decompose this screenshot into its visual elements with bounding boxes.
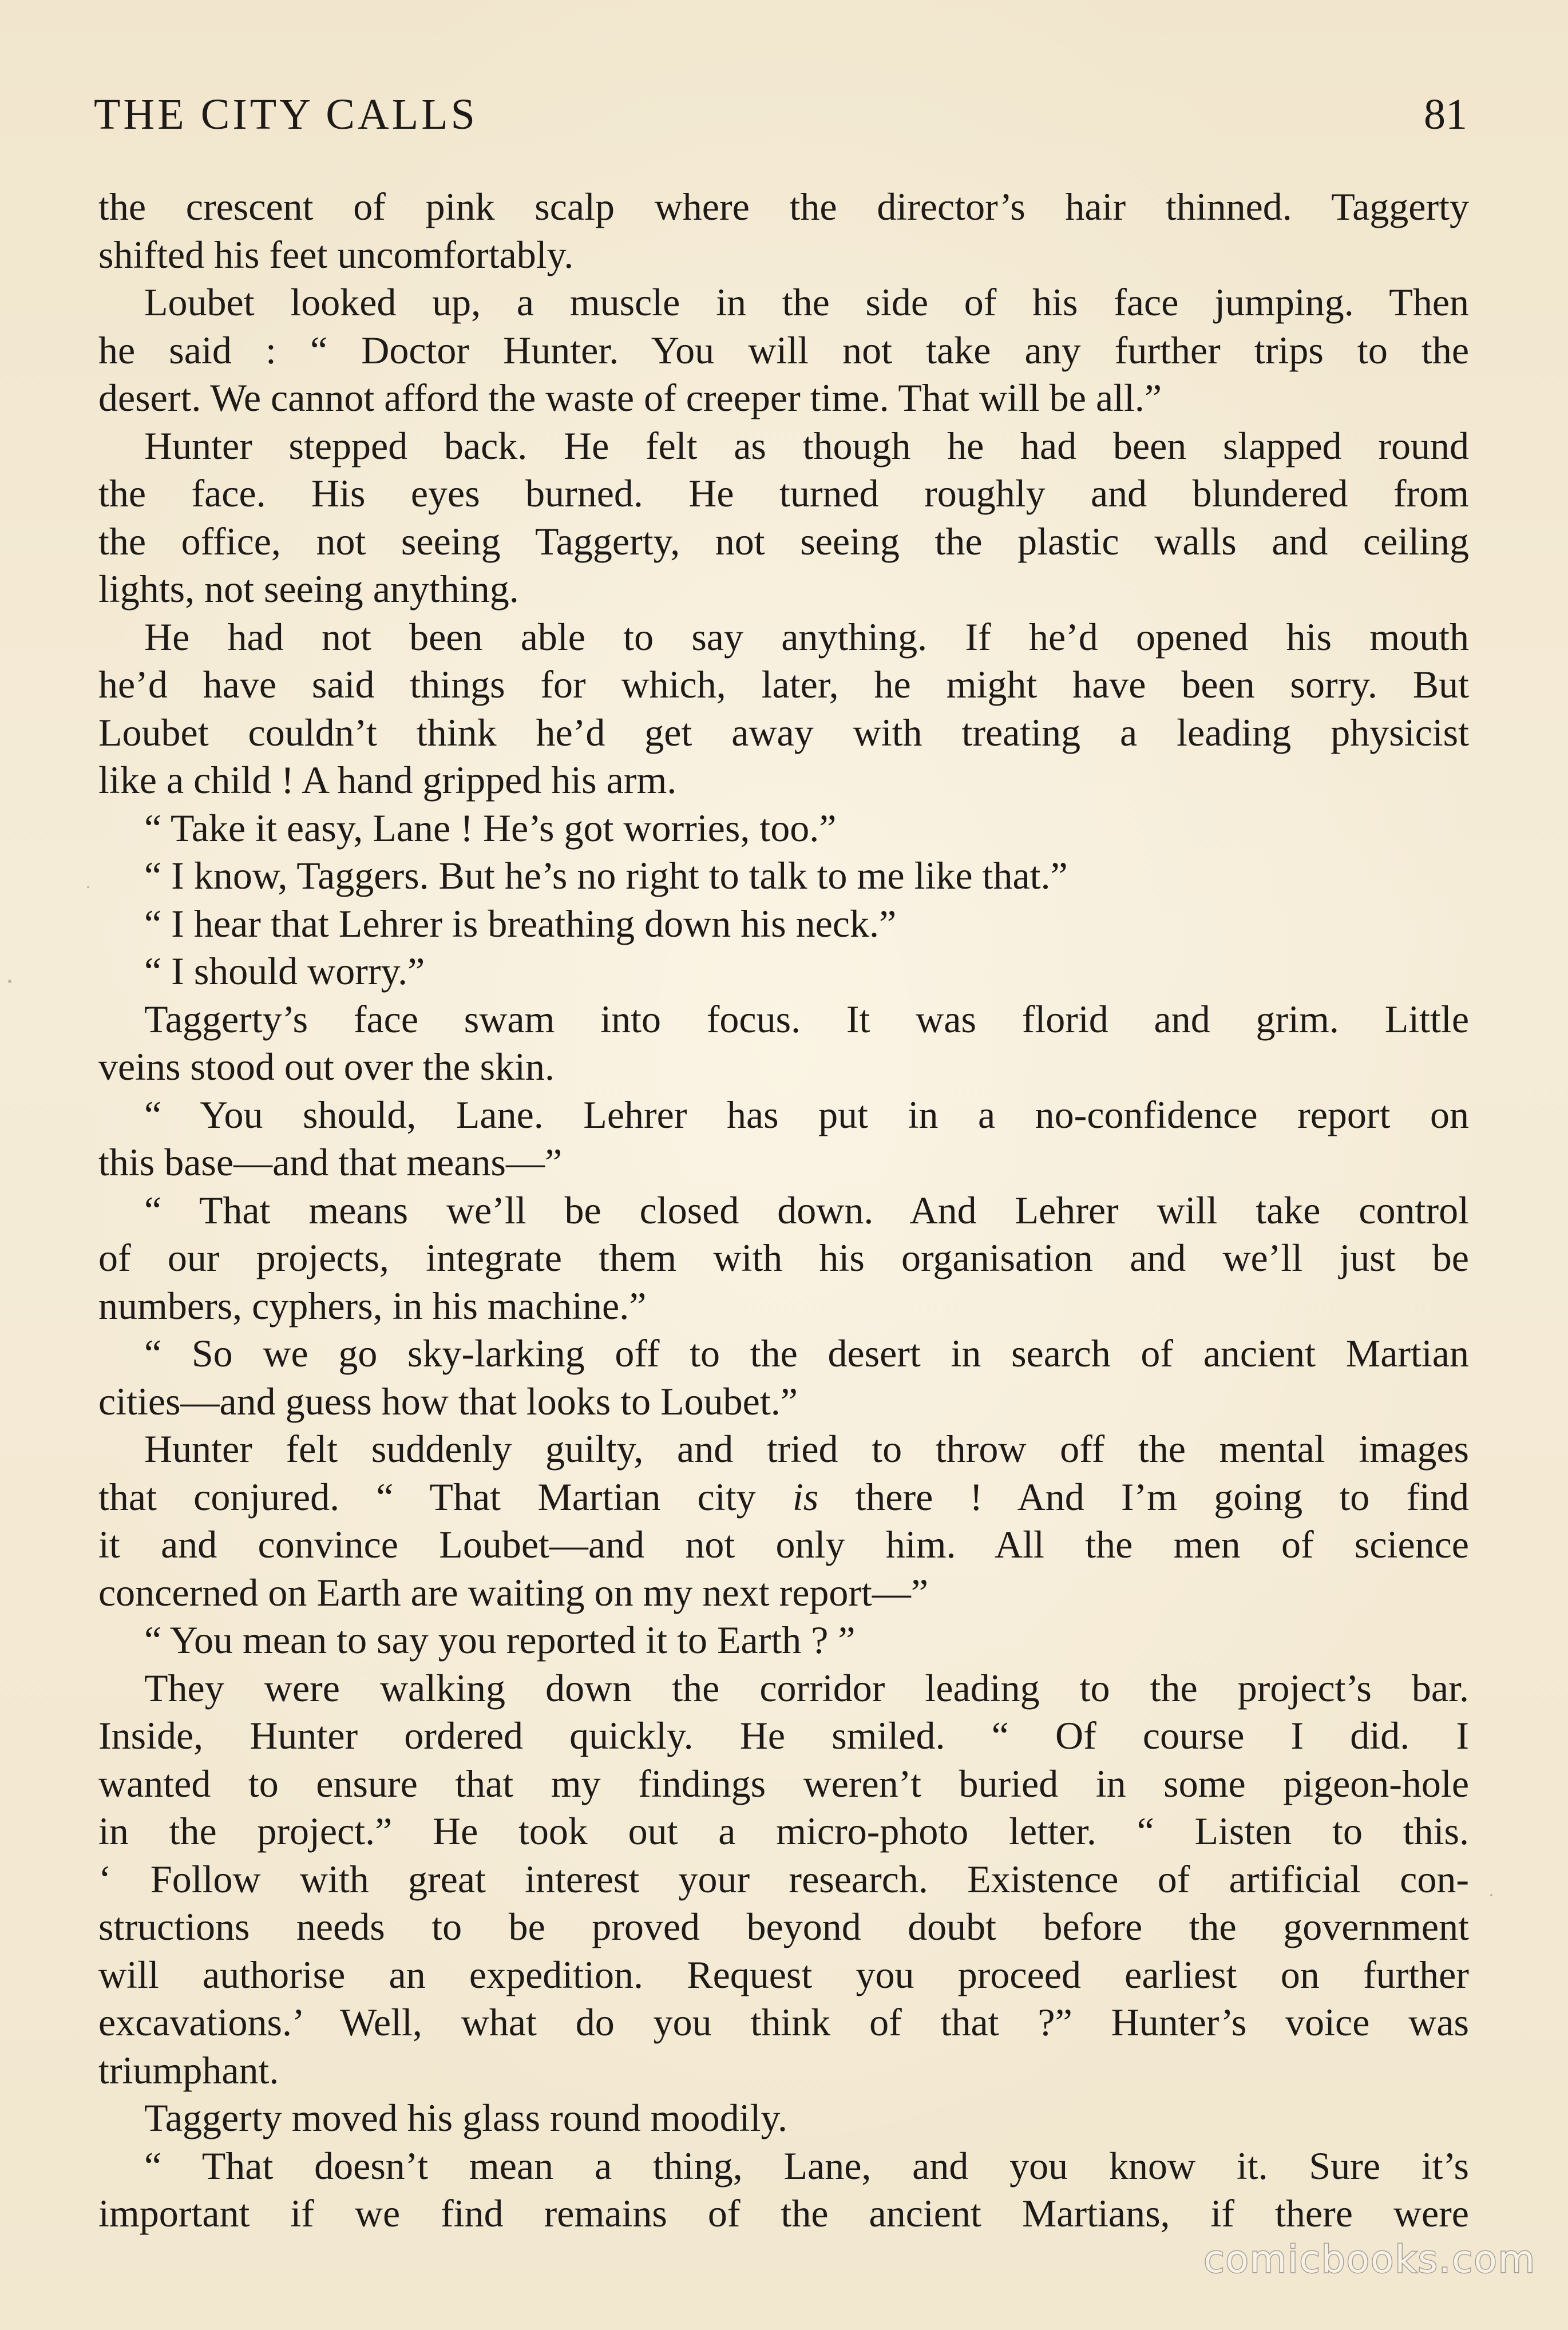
text-line: “ So we go sky-larking off to the desert in search of ancient Martian xyxy=(144,1332,1469,1375)
text-line: “ Take it easy, Lane ! He’s got worries, too.” xyxy=(144,806,837,850)
text-line: it and convince Loubet—and not only him. All the men of science xyxy=(98,1523,1469,1566)
text-line: concerned on Earth are waiting on my next report—” xyxy=(98,1570,929,1614)
text-line: Taggerty’s face swam into focus. It was florid and grim. Little xyxy=(144,997,1469,1041)
text-line: lights, not seeing anything. xyxy=(98,567,519,611)
text-line: the face. His eyes burned. He turned roughly and blundered from xyxy=(98,471,1469,515)
text-line: desert. We cannot afford the waste of creeper time. That will be all.” xyxy=(98,376,1162,419)
text-line: he said : “ Doctor Hunter. You will not take any further trips to the xyxy=(98,328,1469,372)
watermark: comicbooks.com xyxy=(1203,2237,1536,2281)
text-line: “ You mean to say you reported it to Earth ? ” xyxy=(144,1618,856,1662)
text-line: “ That doesn’t mean a thing, Lane, and you know it. Sure it’s xyxy=(144,2143,1469,2188)
text-line: like a child ! A hand gripped his arm. xyxy=(98,758,677,802)
text-line: he’d have said things for which, later, he might have been sorry. But xyxy=(98,663,1469,706)
text-line: numbers, cyphers, in his machine.” xyxy=(98,1283,647,1328)
text-line: Hunter felt suddenly guilty, and tried to throw off the mental images xyxy=(144,1427,1469,1471)
text-line: “ I should worry.” xyxy=(144,949,425,993)
running-head xyxy=(94,86,1467,143)
text-line: will authorise an expedition. Request you proceed earliest on further xyxy=(98,1952,1469,1996)
text-line: of our projects, integrate them with his organisation and we’ll just be xyxy=(98,1236,1469,1279)
text-line: this base—and that means—” xyxy=(98,1140,563,1184)
running-title: THE CITY CALLS xyxy=(94,90,478,138)
text-line: veins stood out over the skin. xyxy=(98,1045,555,1088)
text-line: the office, not seeing Taggerty, not seeing the plastic walls and ceiling xyxy=(98,519,1469,563)
text-line: the crescent of pink scalp where the director’s hair thinned. Taggerty xyxy=(98,185,1469,228)
text-line: in the project.” He took out a micro-photo letter. “ Listen to this. xyxy=(98,1809,1469,1853)
emphasis: is xyxy=(792,1475,819,1519)
text-line: ‘ Follow with great interest your research. Existence of artificial con- xyxy=(98,1857,1469,1901)
text-line: They were walking down the corridor leading to the project’s bar. xyxy=(144,1666,1469,1710)
page-number: 81 xyxy=(1424,90,1467,138)
text-line: that conjured. “ That Martian city is there ! And I’m going to find xyxy=(98,1475,1469,1519)
paper-speck xyxy=(1490,1894,1492,1896)
text-line: Loubet looked up, a muscle in the side of his face jumping. Then xyxy=(144,280,1469,324)
text-line: triumphant. xyxy=(98,2048,279,2092)
text-line: cities—and guess how that looks to Loubet.” xyxy=(98,1379,798,1423)
text-line: Hunter stepped back. He felt as though he had been slapped round xyxy=(144,423,1469,467)
text-line: Inside, Hunter ordered quickly. He smiled. “ Of course I did. I xyxy=(98,1714,1469,1757)
text-line: Loubet couldn’t think he’d get away with treating a leading physicist xyxy=(98,710,1469,754)
paper-speck xyxy=(87,886,89,888)
text-line: important if we find remains of the ancient Martians, if there were xyxy=(98,2192,1469,2235)
text-line: “ You should, Lane. Lehrer has put in a no-confidence report on xyxy=(144,1092,1469,1136)
text-line: “ I hear that Lehrer is breathing down his neck.” xyxy=(144,901,897,945)
text-line: He had not been able to say anything. If he’d opened his mouth xyxy=(144,615,1469,659)
text-line: Taggerty moved his glass round moodily. xyxy=(144,2096,788,2139)
body-text xyxy=(98,183,1469,2238)
text-line: wanted to ensure that my findings weren’t buried in some pigeon-hole xyxy=(98,1761,1469,1805)
text-line: excavations.’ Well, what do you think of that ?” Hunter’s voice was xyxy=(98,2000,1469,2044)
text-line: “ I know, Taggers. But he’s no right to talk to me like that.” xyxy=(144,854,1068,897)
text-line: “ That means we’ll be closed down. And Lehrer will take control xyxy=(144,1188,1469,1232)
text-line: shifted his feet uncomfortably. xyxy=(98,232,574,276)
text-line: structions needs to be proved beyond doubt before the government xyxy=(98,1905,1469,1948)
paper-speck xyxy=(8,980,11,983)
